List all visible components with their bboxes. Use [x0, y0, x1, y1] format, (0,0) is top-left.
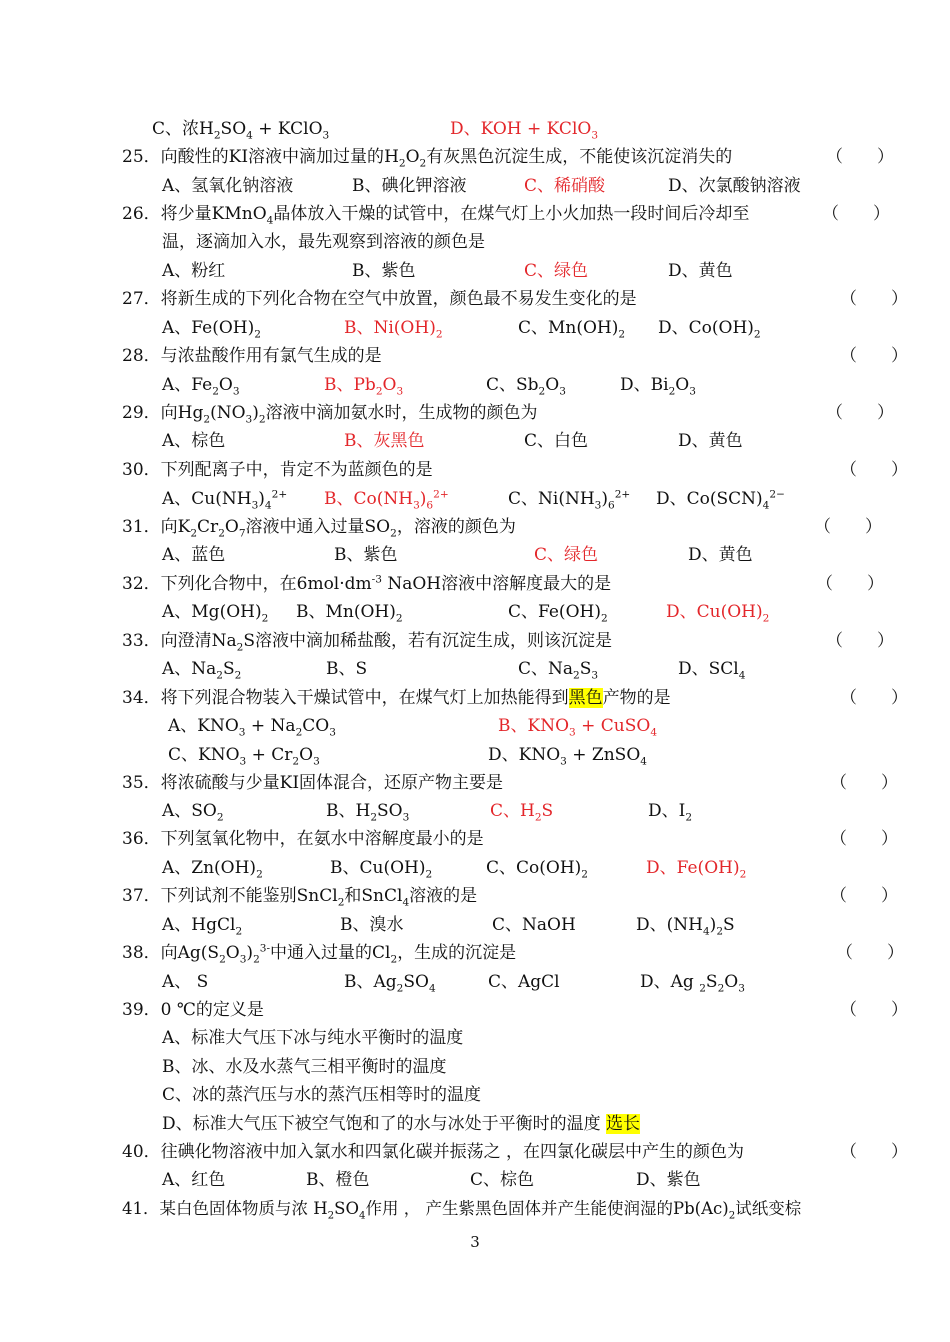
q29-stem: 29．向$Hg_2(NO_3)_2$溶液中滴加氨水时，生成物的颜色为 — [122, 403, 538, 426]
q40-option-c: C、棕色 — [470, 1170, 535, 1190]
q40-option-b: B、橙色 — [306, 1170, 370, 1190]
q39-stem: 39．0 ℃的定义是 — [122, 1000, 264, 1020]
q34-stem: 34．将下列混合物装入干燥试管中，在煤气灯上加热能得到黑色产物的是 — [122, 688, 671, 708]
q35-stem: 35．将浓硫酸与少量KI固体混合，还原产物主要是 — [122, 773, 504, 793]
q31-stem: 31．向$K_2Cr_2O_7$溶液中通入过量$SO_2$，溶液的颜色为 — [122, 517, 516, 540]
q29-option-c: C、白色 — [524, 431, 589, 451]
q37-option-c: C、NaOH — [492, 915, 576, 935]
q33-option-d: D、SCl$_4$ — [678, 659, 746, 682]
q39-option-c: C、冰的蒸汽压与水的蒸汽压相等时的温度 — [162, 1085, 482, 1105]
q37-answer-bracket: （ ） — [830, 886, 898, 906]
q25-option-b: B、碘化钾溶液 — [352, 176, 467, 196]
q36-stem: 36．下列氢氧化物中，在氨水中溶解度最小的是 — [122, 829, 484, 849]
q38-option-a: A、 S — [162, 972, 209, 992]
q28-option-d: D、$Bi_2O_3$ — [620, 375, 696, 398]
q36-option-d-answer: D、$Fe(OH)_2$ — [646, 858, 747, 881]
q26-option-d: D、黄色 — [668, 261, 733, 281]
q40-answer-bracket: （ ） — [840, 1142, 908, 1162]
q33-answer-bracket: （ ） — [826, 631, 894, 651]
q40-option-a: A、红色 — [162, 1170, 226, 1190]
q32-stem: 32．下列化合物中，在$6mol\cdot dm^{-3}$ NaOH溶液中溶解度最大的是 — [122, 573, 612, 594]
q26-stem: 26．将少量KMnO$_4$晶体放入干燥的试管中，在煤气灯上小火加热一段时间后冷却至 — [122, 204, 750, 227]
q32-option-d-answer: D、$Cu(OH)_2$ — [666, 602, 770, 625]
q38-answer-bracket: （ ） — [836, 943, 904, 963]
q32-option-a: A、$Mg(OH)_2$ — [162, 602, 269, 625]
q27-option-c: C、$Mn(OH)_2$ — [518, 318, 626, 341]
q29-option-d: D、黄色 — [678, 431, 743, 451]
q31-option-b: B、紫色 — [334, 545, 398, 565]
q34-option-c: C、$KNO_3 + Cr_2O_3$ — [168, 745, 320, 768]
q25-answer-bracket: （ ） — [826, 147, 894, 167]
q31-option-c-answer: C、绿色 — [534, 545, 599, 565]
q26-answer-bracket: （ ） — [822, 204, 890, 224]
q27-answer-bracket: （ ） — [840, 289, 908, 309]
q26-option-c-answer: C、绿色 — [524, 261, 589, 281]
q31-answer-bracket: （ ） — [814, 517, 882, 537]
q34-option-d: D、$KNO_3$ + ZnSO$_4$ — [488, 745, 647, 768]
q39-option-b: B、冰、水及水蒸气三相平衡时的温度 — [162, 1057, 447, 1077]
q28-stem: 28．与浓盐酸作用有氯气生成的是 — [122, 346, 382, 366]
q28-answer-bracket: （ ） — [840, 346, 908, 366]
q35-option-d: D、$I_2$ — [648, 801, 693, 824]
q40-option-d: D、紫色 — [636, 1170, 701, 1190]
q29-option-a: A、棕色 — [162, 431, 226, 451]
q25-stem: 25．向酸性的KI溶液中滴加过量的$H_2O_2$有灰黑色沉淀生成，不能使该沉淀消失的 — [122, 147, 733, 170]
q28-option-b-answer: B、$Pb_2O_3$ — [324, 375, 404, 398]
q25-option-c-answer: C、稀硝酸 — [524, 176, 606, 196]
q38-option-c: C、AgCl — [488, 972, 560, 992]
q31-option-d: D、黄色 — [688, 545, 753, 565]
q34-answer-bracket: （ ） — [840, 688, 908, 708]
q25-option-d: D、次氯酸钠溶液 — [668, 176, 801, 196]
q36-option-c: C、$Co(OH)_2$ — [486, 858, 588, 881]
q39-option-d: D、标准大气压下被空气饱和了的水与冰处于平衡时的温度 选长 — [162, 1114, 641, 1134]
q31-option-a: A、蓝色 — [162, 545, 226, 565]
q29-option-b-answer: B、灰黑色 — [344, 431, 425, 451]
q38-stem: 38．向$Ag(S_2O_3)_2^{3-}$中通入过量的$Cl_2$，生成的沉淀是 — [122, 942, 517, 966]
q30-option-c: C、$Ni(NH_3)_6^{2+}$ — [508, 488, 631, 512]
q27-option-a: A、$Fe(OH)_2$ — [162, 318, 261, 341]
q29-answer-bracket: （ ） — [826, 403, 894, 423]
q33-stem: 33．向澄清$Na_2S$溶液中滴加稀盐酸，若有沉淀生成，则该沉淀是 — [122, 631, 613, 654]
q33-option-a: A、$Na_2S_2$ — [162, 659, 242, 682]
q39-note-highlight: 选长 — [606, 1114, 641, 1134]
q32-answer-bracket: （ ） — [816, 574, 884, 594]
q33-option-b: B、S — [326, 659, 368, 679]
q35-option-b: B、$H_2SO_3$ — [326, 801, 410, 824]
q28-option-a: A、$Fe_2O_3$ — [162, 375, 240, 398]
q34-highlighted-word: 黑色 — [568, 688, 603, 708]
q36-option-b: B、$Cu(OH)_2$ — [330, 858, 433, 881]
q36-option-a: A、$Zn(OH)_2$ — [162, 858, 263, 881]
q34-option-a: A、$KNO_3 + Na_2CO_3$ — [168, 716, 336, 739]
q30-answer-bracket: （ ） — [840, 460, 908, 480]
q30-stem: 30．下列配离子中，肯定不为蓝颜色的是 — [122, 460, 433, 480]
q26-option-b: B、紫色 — [352, 261, 416, 281]
q24-option-d-answer: D、KOH + KClO$_3$ — [450, 119, 599, 142]
page-number: 3 — [470, 1233, 480, 1251]
q32-option-b: B、$Mn(OH)_2$ — [296, 602, 403, 625]
q37-option-a: A、HgCl$_2$ — [162, 915, 243, 938]
q33-option-c: C、$Na_2S_3$ — [518, 659, 599, 682]
q32-option-c: C、$Fe(OH)_2$ — [508, 602, 608, 625]
q26-option-a: A、粉红 — [162, 261, 226, 281]
q35-answer-bracket: （ ） — [830, 773, 898, 793]
q36-answer-bracket: （ ） — [830, 829, 898, 849]
q26-stem-cont: 温，逐滴加入水，最先观察到溶液的颜色是 — [162, 232, 485, 252]
q30-option-b-answer: B、$Co(NH_3)_6^{2+}$ — [324, 488, 449, 512]
q37-stem: 37．下列试剂不能鉴别SnCl$_2$和SnCl$_4$溶液的是 — [122, 886, 478, 909]
q27-stem: 27．将新生成的下列化合物在空气中放置，颜色最不易发生变化的是 — [122, 289, 637, 309]
q41-stem: 41．某白色固体物质与浓 $H_2SO_4$作用 ， 产生紫黑色固体并产生能使润湿的$Pb(Ac)_2$试纸变棕 — [122, 1199, 802, 1222]
q30-option-d: D、$Co(SCN)_4^{2-}$ — [656, 488, 785, 512]
q35-option-c-answer: C、$H_2S$ — [490, 801, 554, 824]
q28-option-c: C、$Sb_2O_3$ — [486, 375, 566, 398]
q25-option-a: A、氢氧化钠溶液 — [162, 176, 294, 196]
q40-stem: 40．往碘化物溶液中加入氯水和四氯化碳并振荡之 ，在四氯化碳层中产生的颜色为 — [122, 1142, 745, 1162]
q38-option-d: D、Ag $_2S_2O_3$ — [640, 972, 745, 995]
q34-option-b-answer: B、$KNO_3$ + CuSO$_4$ — [498, 716, 658, 739]
q37-option-d: D、$(NH_4)_2S$ — [636, 915, 735, 938]
q30-option-a: A、$Cu(NH_3)_4^{2+}$ — [162, 488, 288, 512]
q39-answer-bracket: （ ） — [840, 1000, 908, 1020]
q27-option-d: D、$Co(OH)_2$ — [658, 318, 761, 341]
q39-option-a: A、标准大气压下冰与纯水平衡时的温度 — [162, 1028, 464, 1048]
q37-option-b: B、溴水 — [340, 915, 404, 935]
q24-option-c: C、浓$H_2SO_4$ + KClO$_3$ — [152, 119, 330, 142]
q38-option-b: B、$Ag_2SO_4$ — [344, 972, 436, 995]
q35-option-a: A、$SO_2$ — [162, 801, 224, 824]
q27-option-b-answer: B、$Ni(OH)_2$ — [344, 318, 443, 341]
